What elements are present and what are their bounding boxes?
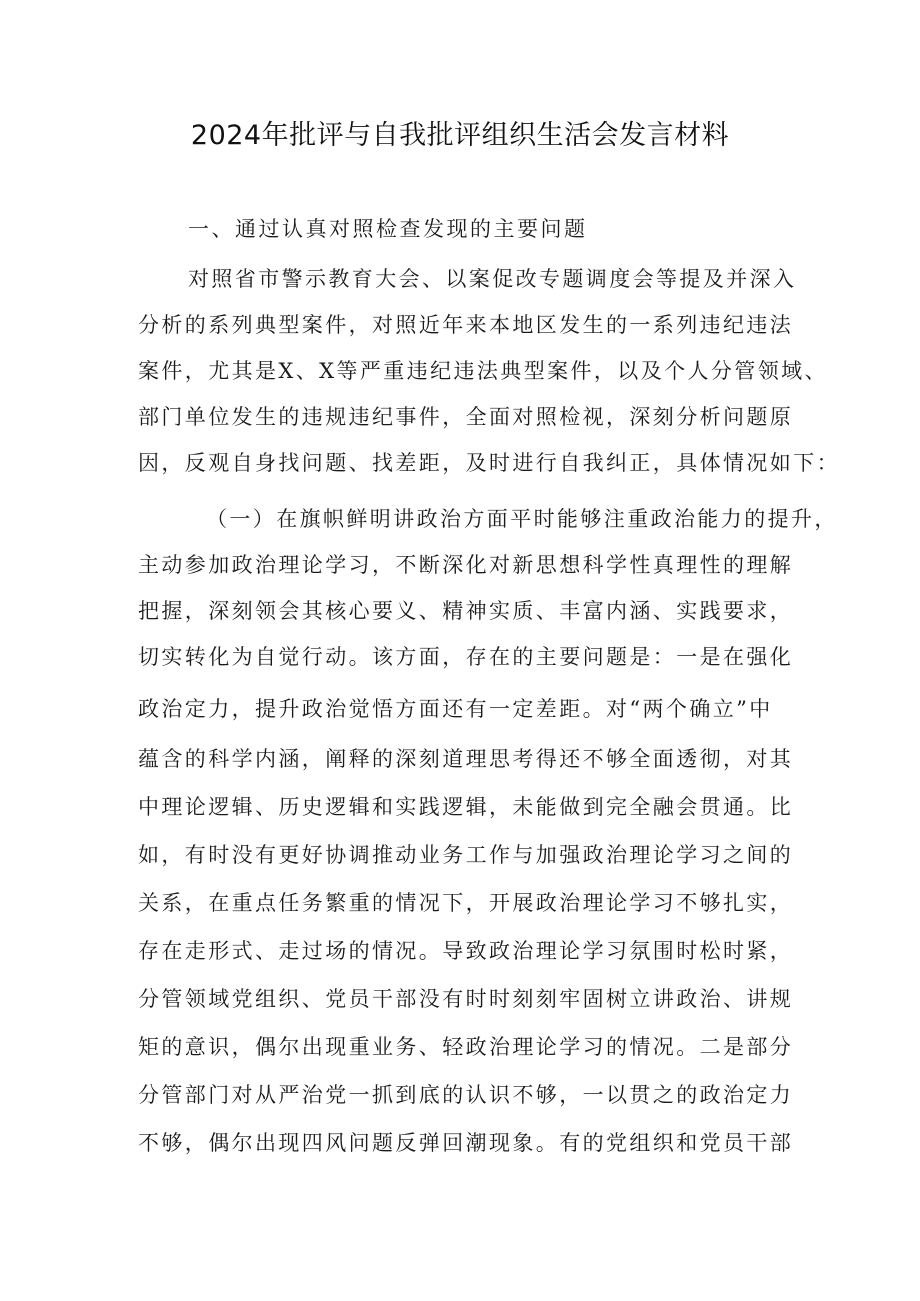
paragraph-2-line: 分管领域党组织、党员干部没有时时刻刻牢固树立讲政治、讲规 <box>138 987 794 1011</box>
paragraph-2-line: 关系，在重点任务繁重的情况下，开展政治理论学习不够扎实， <box>138 891 794 915</box>
paragraph-1-line: 部门单位发生的违规违纪事件，全面对照检视，深刻分析问题原 <box>138 405 794 429</box>
paragraph-2-line: 政治定力，提升政治觉悟方面还有一定差距。对“两个确立”中 <box>138 697 773 721</box>
document-title: 2024年批评与自我批评组织生活会发言材料 <box>190 120 730 151</box>
paragraph-2-line: 如，有时没有更好协调推动业务工作与加强政治理论学习之间的 <box>138 843 794 867</box>
paragraph-2-line: 把握，深刻领会其核心要义、精神实质、丰富内涵、实践要求， <box>138 599 794 623</box>
paragraph-2-line: 蕴含的科学内涵，阐释的深刻道理思考得还不够全面透彻，对其 <box>138 747 794 771</box>
paragraph-2-line: 中理论逻辑、历史逻辑和实践逻辑，未能做到完全融会贯通。比 <box>138 795 794 819</box>
paragraph-1-line: 对照省市警示教育大会、以案促改专题调度会等提及并深入 <box>188 267 797 291</box>
paragraph-2-line: 分管部门对从严治党一抓到底的认识不够，一以贯之的政治定力 <box>138 1083 794 1107</box>
paragraph-1-line: 分析的系列典型案件，对照近年来本地区发生的一系列违纪违法 <box>138 313 794 337</box>
paragraph-2-line: 主动参加政治理论学习，不断深化对新思想科学性真理性的理解 <box>138 553 794 577</box>
paragraph-2-line: 切实转化为自觉行动。该方面，存在的主要问题是：一是在强化 <box>138 645 794 669</box>
paragraph-2-line: （一）在旗帜鲜明讲政治方面平时能够注重政治能力的提升， <box>206 507 838 531</box>
paragraph-1-line: 案件，尤其是X、X等严重违纪违法典型案件，以及个人分管领域、 <box>138 359 828 383</box>
paragraph-1-line: 因，反观自身找问题、找差距，及时进行自我纠正，具体情况如下： <box>138 451 840 475</box>
paragraph-2-line: 存在走形式、走过场的情况。导致政治理论学习氛围时松时紧， <box>138 939 794 963</box>
paragraph-2-line: 不够，偶尔出现四风问题反弹回潮现象。有的党组织和党员干部 <box>138 1131 794 1155</box>
section-heading: 一、通过认真对照检查发现的主要问题 <box>188 217 588 241</box>
paragraph-2-line: 矩的意识，偶尔出现重业务、轻政治理论学习的情况。二是部分 <box>138 1035 794 1059</box>
